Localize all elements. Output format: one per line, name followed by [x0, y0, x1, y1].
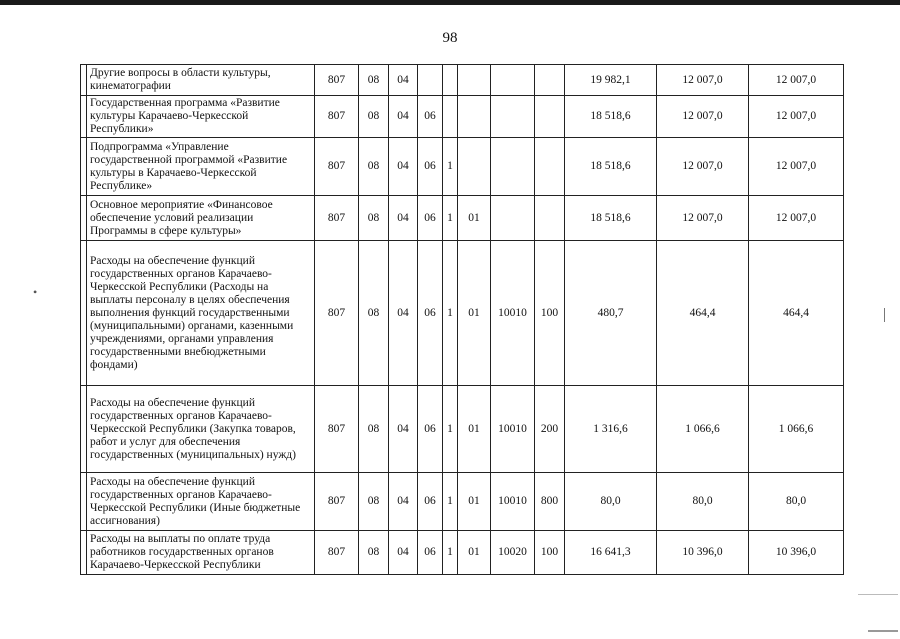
- program-code: 06: [418, 386, 443, 473]
- table-row: [81, 473, 844, 531]
- amount-year-3: 12 007,0: [749, 96, 844, 138]
- scan-artifact-line: [868, 630, 898, 632]
- amount-year-2: 1 066,6: [657, 386, 749, 473]
- expense-type-code: 200: [535, 386, 565, 473]
- subsection-code: 04: [389, 386, 418, 473]
- expense-type-code: [535, 96, 565, 138]
- amount-year-3: 12 007,0: [749, 138, 844, 196]
- table-row: [81, 65, 844, 96]
- expense-type-code: [535, 196, 565, 241]
- item-name: Основное мероприятие «Финансовое обеспечение условий реализации Программы в сфере культуры»: [87, 196, 315, 241]
- subprogram-code: 1: [443, 473, 458, 531]
- direction-code: [491, 96, 535, 138]
- item-name: Расходы на обеспечение функций государственных органов Карачаево-Черкесской Республики (Иные бюджетные ассигнования): [87, 473, 315, 531]
- subprogram-code: 1: [443, 241, 458, 386]
- program-code: 06: [418, 196, 443, 241]
- activity-code: [458, 96, 491, 138]
- activity-code: 01: [458, 386, 491, 473]
- section-code: 08: [359, 96, 389, 138]
- amount-year-2: 80,0: [657, 473, 749, 531]
- item-name: Государственная программа «Развитие культуры Карачаево-Черкесской Республики»: [87, 96, 315, 138]
- amount-year-2: 10 396,0: [657, 531, 749, 575]
- amount-year-3: 12 007,0: [749, 65, 844, 96]
- table-row: [81, 531, 844, 575]
- item-name: Расходы на обеспечение функций государственных органов Карачаево-Черкесской Республики (Расходы на выплаты персоналу в целях обеспечения выполнения функций государственными (муниципальными) органами, казенными учреждениями, органами управления государственными внебюджетными фондами): [87, 241, 315, 386]
- section-code: 08: [359, 196, 389, 241]
- amount-year-3: 12 007,0: [749, 196, 844, 241]
- amount-year-1: 19 982,1: [565, 65, 657, 96]
- top-border-rule: [0, 0, 900, 5]
- expense-type-code: 800: [535, 473, 565, 531]
- subprogram-code: 1: [443, 138, 458, 196]
- table-row: [81, 241, 844, 386]
- scan-artifact-dot: •: [33, 285, 38, 299]
- item-name: Подпрограмма «Управление государственной программой «Развитие культуры в Карачаево-Черкесской Республике»: [87, 138, 315, 196]
- section-code: 08: [359, 65, 389, 96]
- scan-artifact-line: [858, 594, 898, 595]
- amount-year-3: 464,4: [749, 241, 844, 386]
- budget-table: [80, 64, 844, 575]
- section-code: 08: [359, 386, 389, 473]
- expense-type-code: 100: [535, 531, 565, 575]
- subprogram-code: 1: [443, 531, 458, 575]
- amount-year-3: 80,0: [749, 473, 844, 531]
- section-code: 08: [359, 241, 389, 386]
- subprogram-code: 1: [443, 196, 458, 241]
- subprogram-code: 1: [443, 386, 458, 473]
- direction-code: [491, 65, 535, 96]
- subsection-code: 04: [389, 241, 418, 386]
- amount-year-1: 18 518,6: [565, 96, 657, 138]
- program-code: 06: [418, 138, 443, 196]
- ministry-code: 807: [315, 531, 359, 575]
- direction-code: 10010: [491, 473, 535, 531]
- amount-year-2: 464,4: [657, 241, 749, 386]
- table-row: [81, 96, 844, 138]
- amount-year-1: 480,7: [565, 241, 657, 386]
- item-name: Другие вопросы в области культуры, кинематографии: [87, 65, 315, 96]
- expense-type-code: [535, 65, 565, 96]
- program-code: [418, 65, 443, 96]
- expense-type-code: [535, 138, 565, 196]
- subsection-code: 04: [389, 196, 418, 241]
- ministry-code: 807: [315, 196, 359, 241]
- amount-year-1: 80,0: [565, 473, 657, 531]
- program-code: 06: [418, 96, 443, 138]
- subprogram-code: [443, 96, 458, 138]
- item-name: Расходы на обеспечение функций государственных органов Карачаево-Черкесской Республики (Закупка товаров, работ и услуг для обеспечения государственных (муниципальных) нужд): [87, 386, 315, 473]
- scan-artifact-mark: [884, 308, 885, 322]
- amount-year-2: 12 007,0: [657, 96, 749, 138]
- program-code: 06: [418, 531, 443, 575]
- activity-code: 01: [458, 473, 491, 531]
- amount-year-3: 10 396,0: [749, 531, 844, 575]
- ministry-code: 807: [315, 138, 359, 196]
- ministry-code: 807: [315, 241, 359, 386]
- amount-year-1: 1 316,6: [565, 386, 657, 473]
- section-code: 08: [359, 138, 389, 196]
- section-code: 08: [359, 531, 389, 575]
- table-row: [81, 386, 844, 473]
- amount-year-1: 18 518,6: [565, 196, 657, 241]
- direction-code: 10020: [491, 531, 535, 575]
- activity-code: 01: [458, 241, 491, 386]
- direction-code: 10010: [491, 386, 535, 473]
- subsection-code: 04: [389, 65, 418, 96]
- ministry-code: 807: [315, 96, 359, 138]
- item-name: Расходы на выплаты по оплате труда работников государственных органов Карачаево-Черкесской Республики: [87, 531, 315, 575]
- amount-year-2: 12 007,0: [657, 138, 749, 196]
- expense-type-code: 100: [535, 241, 565, 386]
- ministry-code: 807: [315, 473, 359, 531]
- subsection-code: 04: [389, 138, 418, 196]
- subsection-code: 04: [389, 531, 418, 575]
- direction-code: [491, 196, 535, 241]
- activity-code: 01: [458, 531, 491, 575]
- amount-year-3: 1 066,6: [749, 386, 844, 473]
- ministry-code: 807: [315, 65, 359, 96]
- amount-year-2: 12 007,0: [657, 65, 749, 96]
- activity-code: [458, 65, 491, 96]
- amount-year-2: 12 007,0: [657, 196, 749, 241]
- activity-code: 01: [458, 196, 491, 241]
- table-row: [81, 196, 844, 241]
- program-code: 06: [418, 473, 443, 531]
- subsection-code: 04: [389, 473, 418, 531]
- program-code: 06: [418, 241, 443, 386]
- amount-year-1: 16 641,3: [565, 531, 657, 575]
- direction-code: [491, 138, 535, 196]
- activity-code: [458, 138, 491, 196]
- direction-code: 10010: [491, 241, 535, 386]
- subsection-code: 04: [389, 96, 418, 138]
- subprogram-code: [443, 65, 458, 96]
- ministry-code: 807: [315, 386, 359, 473]
- amount-year-1: 18 518,6: [565, 138, 657, 196]
- page-number: 98: [442, 30, 458, 46]
- section-code: 08: [359, 473, 389, 531]
- table-row: [81, 138, 844, 196]
